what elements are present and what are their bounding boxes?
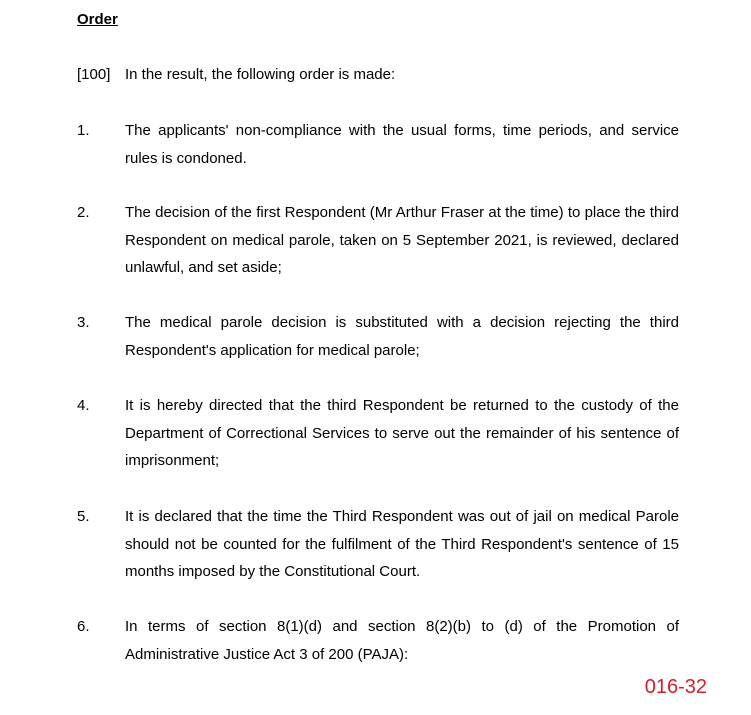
paragraph-100 (77, 65, 395, 85)
order-item-text: The decision of the first Respondent (Mr Arthur Fraser at the time) to place the third Respondent on medical parole, taken on 5 September 2021, is reviewed, declared unlawful, and set aside; (125, 204, 679, 276)
order-item-6 (77, 613, 679, 668)
paragraph-text: In the result, the following order is made: (125, 66, 396, 83)
order-item-text: It is declared that the time the Third Respondent was out of jail on medical Parole should not be counted for the fulfilment of the Third Respondent's sentence of 15 months imposed by the Constitutional Court. (125, 508, 679, 580)
order-heading: Order (77, 11, 118, 28)
order-item-1 (77, 117, 679, 172)
order-item-4 (77, 392, 679, 475)
order-item-text: The applicants' non-compliance with the usual forms, time periods, and service rules is condoned. (125, 122, 679, 167)
order-item-2 (77, 199, 679, 282)
order-item-text: The medical parole decision is substituted with a decision rejecting the third Respondent's application for medical parole; (125, 314, 679, 359)
order-item-number: 6. (77, 618, 90, 635)
order-item-text: It is hereby directed that the third Respondent be returned to the custody of the Department of Correctional Services to serve out the remainder of his sentence of imprisonment; (125, 397, 679, 469)
paragraph-number: [100] (77, 66, 111, 83)
order-item-number: 4. (77, 397, 90, 414)
order-item-number: 5. (77, 508, 90, 525)
order-item-number: 2. (77, 204, 90, 221)
order-item-3 (77, 309, 679, 364)
order-item-text: In terms of section 8(1)(d) and section 8(2)(b) to (d) of the Promotion of Administrative Justice Act 3 of 200 (PAJA): (125, 618, 679, 663)
page-number-stamp: 016-32 (644, 676, 707, 698)
order-item-5 (77, 503, 679, 586)
order-item-number: 3. (77, 314, 90, 331)
order-item-number: 1. (77, 122, 90, 139)
